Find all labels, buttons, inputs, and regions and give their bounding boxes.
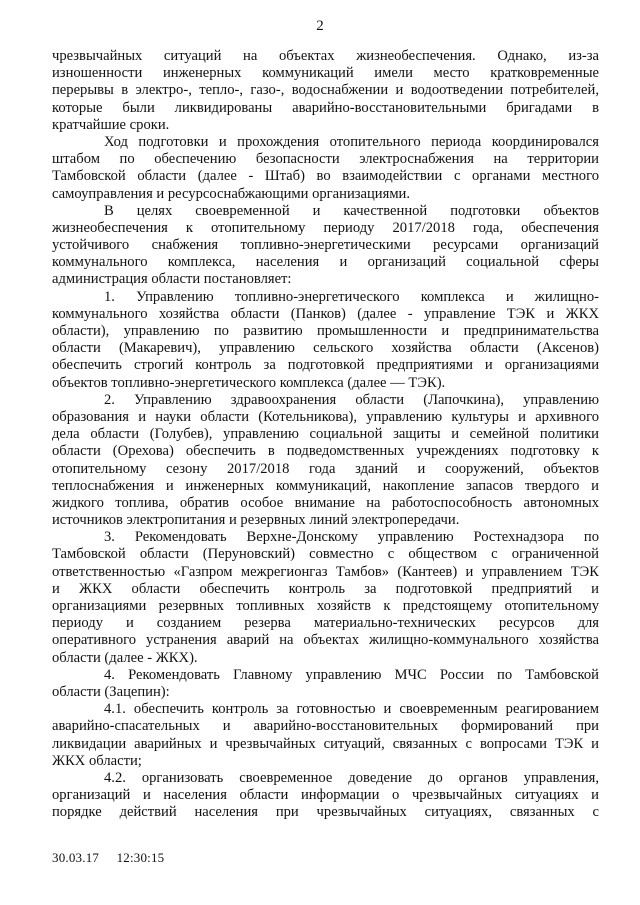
text-line: 4.1. обеспечить контроль за готовностью и своевременным реагированием (104, 701, 599, 718)
text-line: 1. Управлению топливно-энергетического комплекса и жилищно- (104, 288, 599, 305)
footer-date: 30.03.17 (52, 850, 100, 865)
text-line: периоду и созданием резерва материально-технических ресурсов для (52, 615, 599, 632)
text-line: ЖКХ области; (52, 752, 142, 769)
text-line: штабом по обеспечению безопасности электроснабжения на территории (52, 151, 599, 168)
text-line: области (Макаревич), управлению сельского хозяйства области (Аксенов) (52, 340, 599, 357)
text-line: самоуправления и ресурсоснабжающими организациями. (52, 185, 411, 202)
footer-time: 12:30:15 (116, 850, 165, 865)
text-line: дела области (Голубев), управлению социальной защиты и семейной политики (52, 426, 599, 443)
text-line: 2. Управлению здравоохранения области (Лапочкина), управлению (104, 391, 599, 408)
text-line: которые были ликвидированы аварийно-восстановительными бригадами в (52, 99, 599, 116)
text-line: чрезвычайных ситуаций на объектах жизнеобеспечения. Однако, из-за (52, 48, 599, 64)
footer-timestamp (52, 850, 164, 866)
page-number: 2 (316, 18, 324, 34)
text-line: области), управлению по развитию промышленности и предпринимательства (52, 323, 599, 339)
text-line: жизнеобеспечения к отопительному периоду 2017/2018 года, обеспечения (52, 219, 599, 236)
text-line: Тамбовской области (Перуновский) совместно с обществом с ограниченной (52, 546, 599, 563)
text-line: администрация области постановляет: (52, 271, 292, 288)
text-line: источников электропитания и резервных линий электропередачи. (52, 512, 460, 529)
text-line: области (Орехова) обеспечить в подведомственных учреждениях подготовку к (52, 443, 599, 460)
text-line: теплоснабжения и инженерных коммуникаций, накопление запасов твердого и (52, 477, 599, 494)
text-line: организаций и населения области информации о чрезвычайных ситуациях и (52, 787, 599, 804)
text-line: обеспечить строгий контроль за подготовкой предприятиями и организациями (52, 357, 599, 374)
text-line: аварийно-спасательных и аварийно-восстановительных формирований при (52, 718, 599, 735)
text-line: ответственностью «Газпром межрегионгаз Тамбов» (Кантеев) и управлением ТЭК (52, 563, 599, 580)
text-line: объектов топливно-энергетического комплекса (далее — ТЭК). (52, 374, 446, 391)
text-line: ликвидации аварийных и чрезвычайных ситуаций, связанных с вопросами ТЭК и (52, 735, 599, 752)
text-line: перерывы в электро-, тепло-, газо-, водоснабжении и водоотведении потребителей, (52, 82, 599, 99)
text-line: коммунального комплекса, населения и организаций социальной сферы (52, 254, 599, 271)
document-body (52, 48, 599, 821)
text-line: коммунального хозяйства области (Панков) (далее - управление ТЭК и ЖКХ (52, 305, 599, 322)
text-line: оперативного устранения аварий на объектах жилищно-коммунального хозяйства (52, 632, 599, 649)
text-line: 3. Рекомендовать Верхне-Донскому управлению Ростехнадзора по (104, 529, 599, 546)
text-line: 4.2. организовать своевременное доведение до органов управления, (104, 769, 599, 786)
text-line: области (далее - ЖКХ). (52, 649, 198, 666)
text-line: изношенности инженерных коммуникаций имели место кратковременные (52, 65, 599, 82)
text-line: и ЖКХ области обеспечить контроль за подготовкой предприятий и (52, 580, 599, 597)
text-line: кратчайшие сроки. (52, 116, 170, 133)
text-line: Ход подготовки и прохождения отопительного периода координировался (104, 133, 599, 150)
text-line: жидкого топлива, обратив особое внимание на работоспособность автономных (52, 494, 599, 511)
text-line: В целях своевременной и качественной подготовки объектов (104, 202, 599, 219)
text-line: области (Зацепин): (52, 683, 170, 700)
text-line: образования и науки области (Котельникова), управлению культуры и архивного (52, 408, 599, 425)
text-line: устойчивого снабжения топливно-энергетическими ресурсами организаций (52, 237, 599, 254)
text-line: Тамбовской области (далее - Штаб) во взаимодействии с органами местного (52, 168, 599, 185)
text-line: отопительному сезону 2017/2018 года зданий и сооружений, объектов (52, 460, 599, 477)
text-line: 4. Рекомендовать Главному управлению МЧС России по Тамбовской (104, 666, 599, 683)
text-line: организациями резервных топливных хозяйств к предстоящему отопительному (52, 598, 599, 614)
text-line: порядке действий населения при чрезвычайных ситуациях, связанных с (52, 804, 599, 821)
